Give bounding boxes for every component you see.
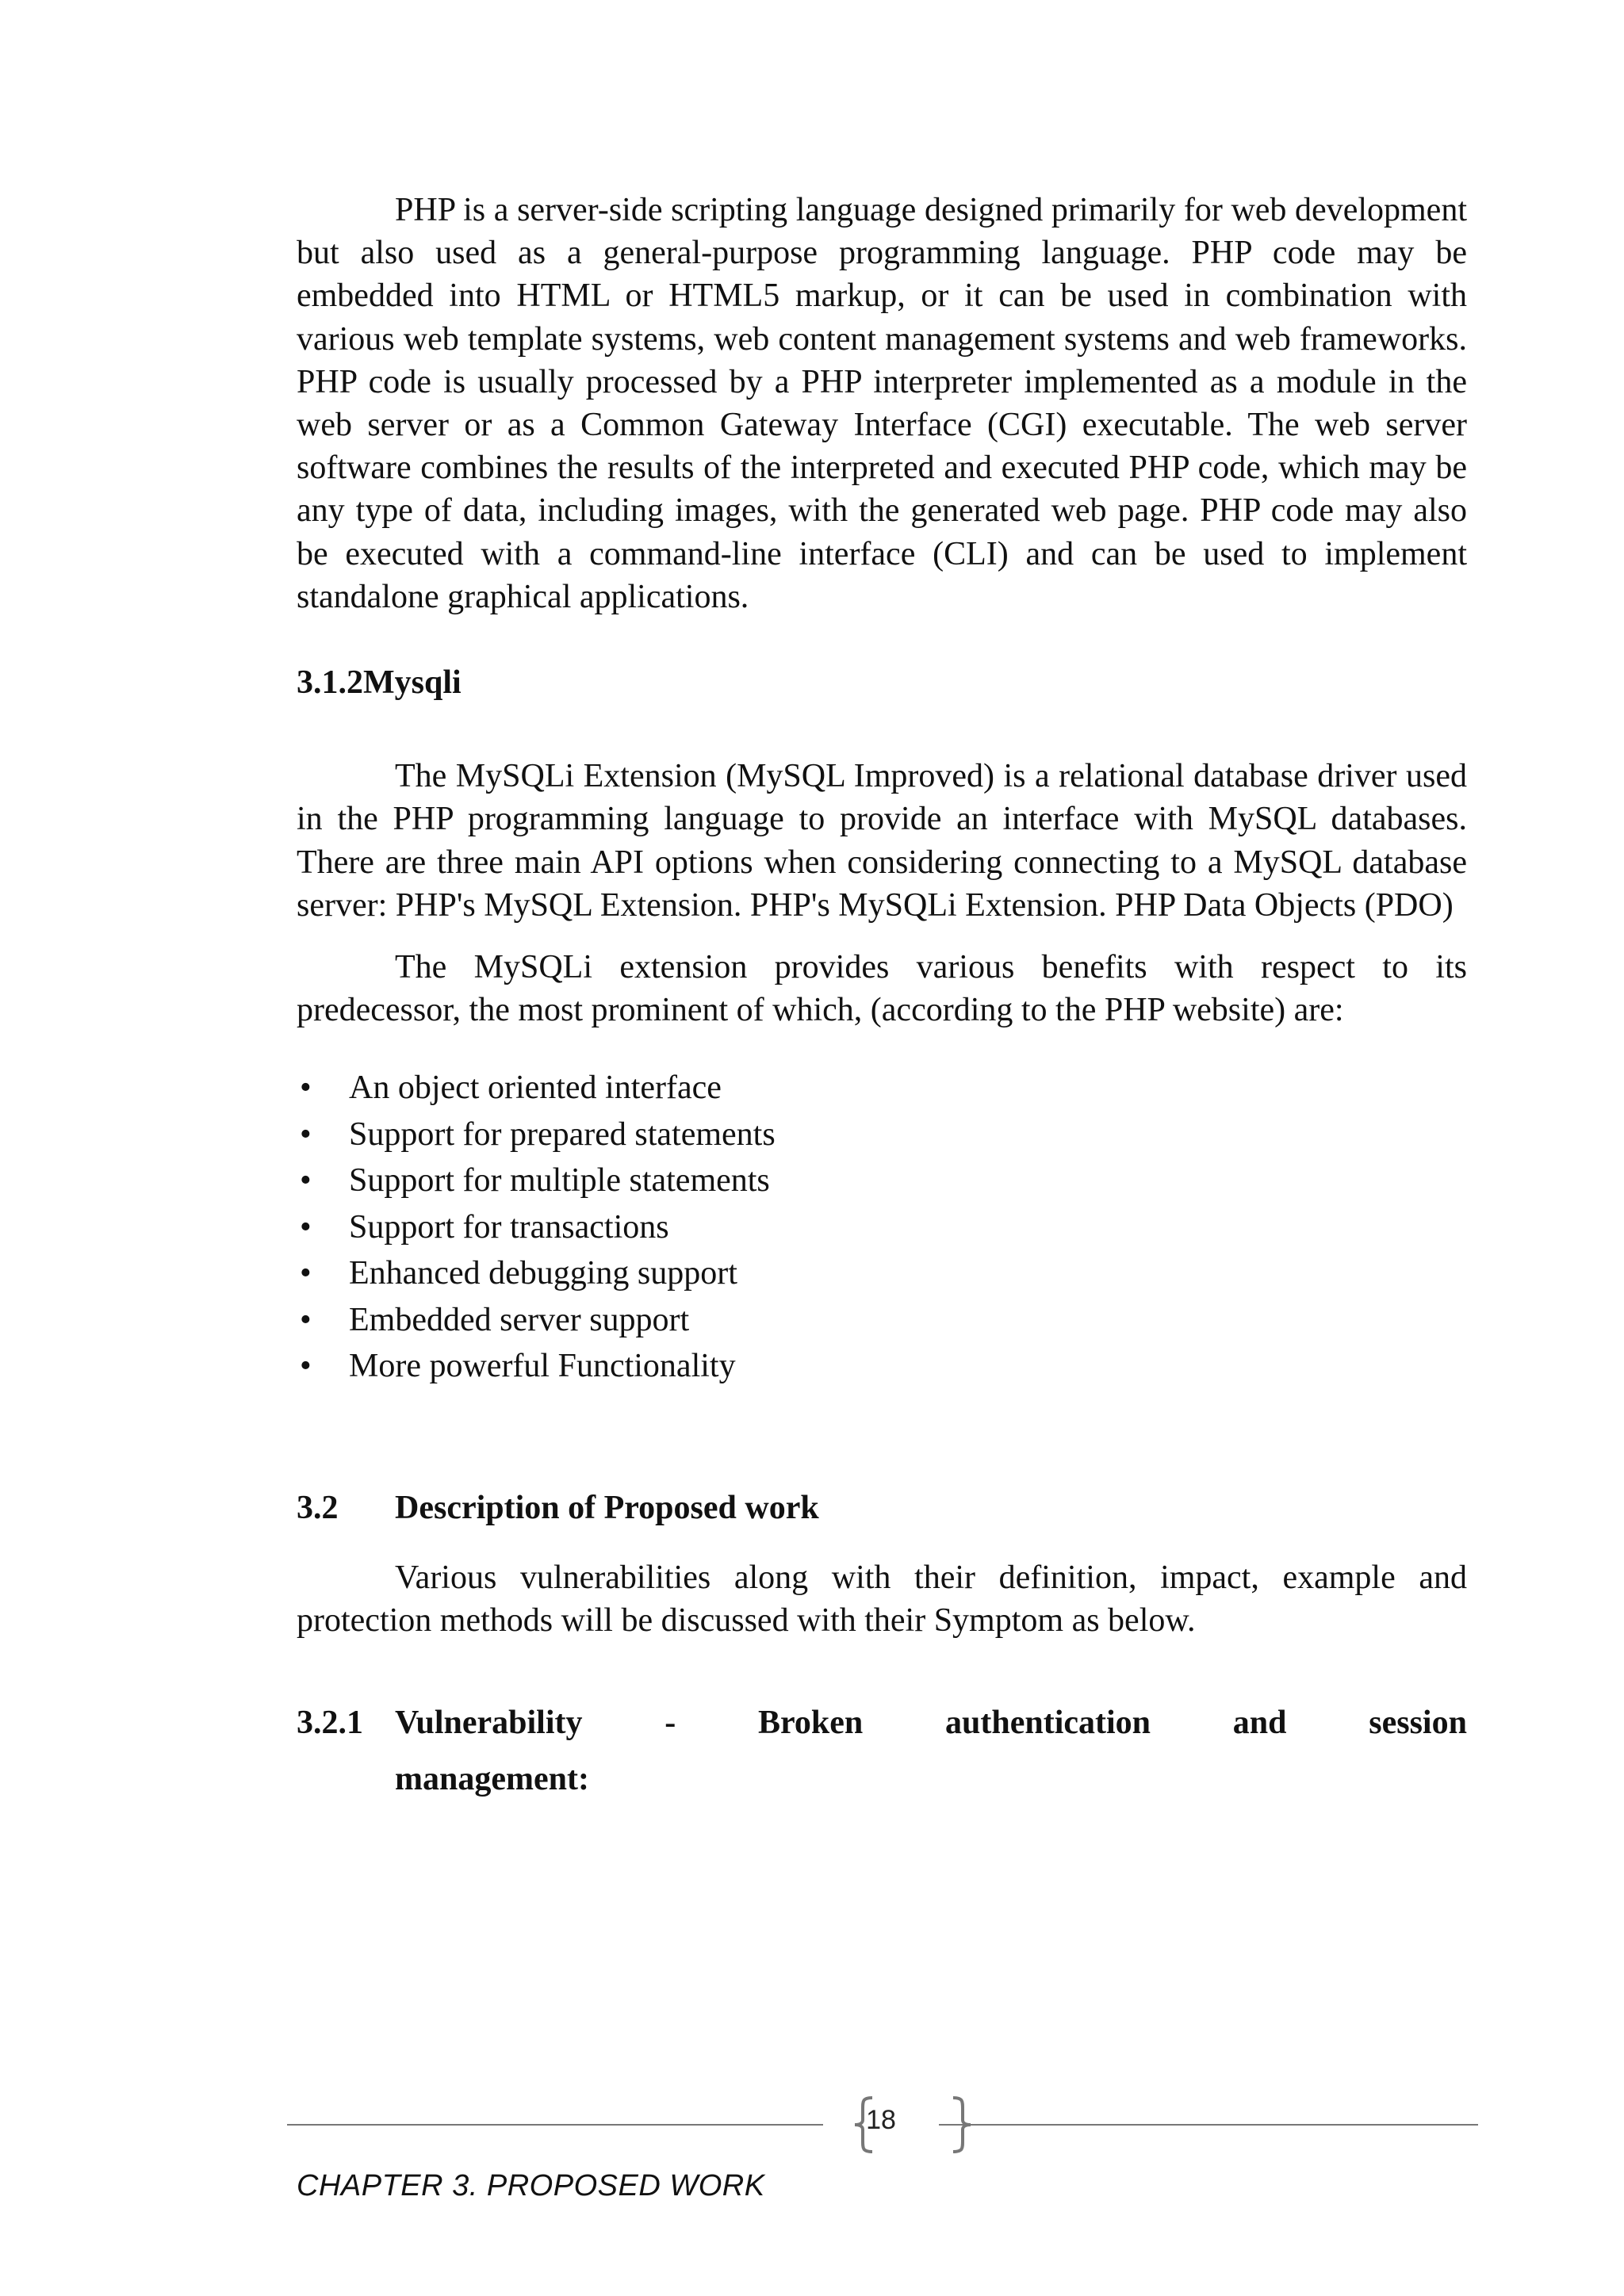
section-3-2-1-title [395,1695,1467,1808]
list-item [297,1250,1467,1297]
list-item-text: Support for transactions [349,1208,669,1246]
bullet-icon: • [300,1301,312,1338]
list-item [297,1343,1467,1390]
proposed-work-paragraph: Various vulnerabilities along with their definition, impact, example and protection methods will be discussed with their Symptom as below. [297,1559,1467,1640]
heading-word: authentication [945,1704,1151,1741]
heading-word: Broken [758,1704,864,1741]
section-3-2-1-title-line-1 [395,1695,1467,1751]
section-3-2-1-heading [297,1695,1467,1808]
page-content [297,189,1467,1808]
bullet-icon: • [300,1255,312,1292]
bullet-icon: • [300,1208,312,1246]
chapter-label: CHAPTER 3. PROPOSED WORK [297,2169,765,2202]
mysqli-paragraph-1: The MySQLi Extension (MySQL Improved) is a relational database driver used in the PHP programming language to provide an interface with MySQL databases. There are three main API options when considering connecting to a MySQL database server: PHP's MySQL Extension. PHP's MySQLi Extension. PHP Data Objects (PDO) [297,758,1467,924]
bullet-icon: • [300,1348,312,1385]
page-number: 18 [866,2105,896,2135]
section-3-2-number: 3.2 [297,1489,339,1526]
heading-word: Vulnerability [395,1704,583,1741]
heading-word: session [1369,1704,1467,1741]
heading-word: - [665,1704,676,1741]
list-item-text: Support for prepared statements [349,1115,776,1153]
section-3-1-2-heading: 3.1.2Mysqli [297,664,462,702]
list-item-text: More powerful Functionality [349,1348,736,1385]
footer-rule-right [939,2124,1478,2126]
list-item-text: Embedded server support [349,1301,690,1338]
bullet-icon: • [300,1115,312,1153]
list-item-text: Support for multiple statements [349,1162,770,1200]
bullet-icon: • [300,1162,312,1200]
list-item [297,1204,1467,1251]
list-item-text: Enhanced debugging support [349,1255,737,1292]
footer-rule-left [287,2124,823,2126]
section-3-2-1-number: 3.2.1 [297,1704,363,1741]
list-item [297,1297,1467,1344]
php-paragraph: PHP is a server-side scripting language designed primarily for web development but also used as a general-purpose programming language. PHP code may be embedded into HTML or HTML5 markup, or it can be used in combination with various web template systems, web content management systems and web frameworks. PHP code is usually processed by a PHP interpreter implemented as a module in the web server or as a Common Gateway Interface (CGI) executable. The web server software combines the results of the interpreted and executed PHP code, which may be any type of data, including images, with the generated web page. PHP code may also be executed with a command-line interface (CLI) and can be used to implement standalone graphical applications. [297,192,1467,615]
section-3-2-heading [297,1487,1467,1529]
list-item [297,1065,1467,1112]
mysqli-paragraph-2: The MySQLi extension provides various benefits with respect to its predecessor, the most prominent of which, (according to the PHP website) are: [297,949,1467,1029]
list-item [297,1112,1467,1158]
heading-word: and [1232,1704,1287,1741]
bullet-icon: • [300,1070,312,1107]
list-item [297,1158,1467,1204]
mysqli-benefits-list [297,1065,1467,1390]
list-item-text: An object oriented interface [349,1070,722,1107]
section-3-2-title: Description of Proposed work [395,1489,819,1526]
section-3-2-1-title-line-2: management: [395,1760,589,1797]
